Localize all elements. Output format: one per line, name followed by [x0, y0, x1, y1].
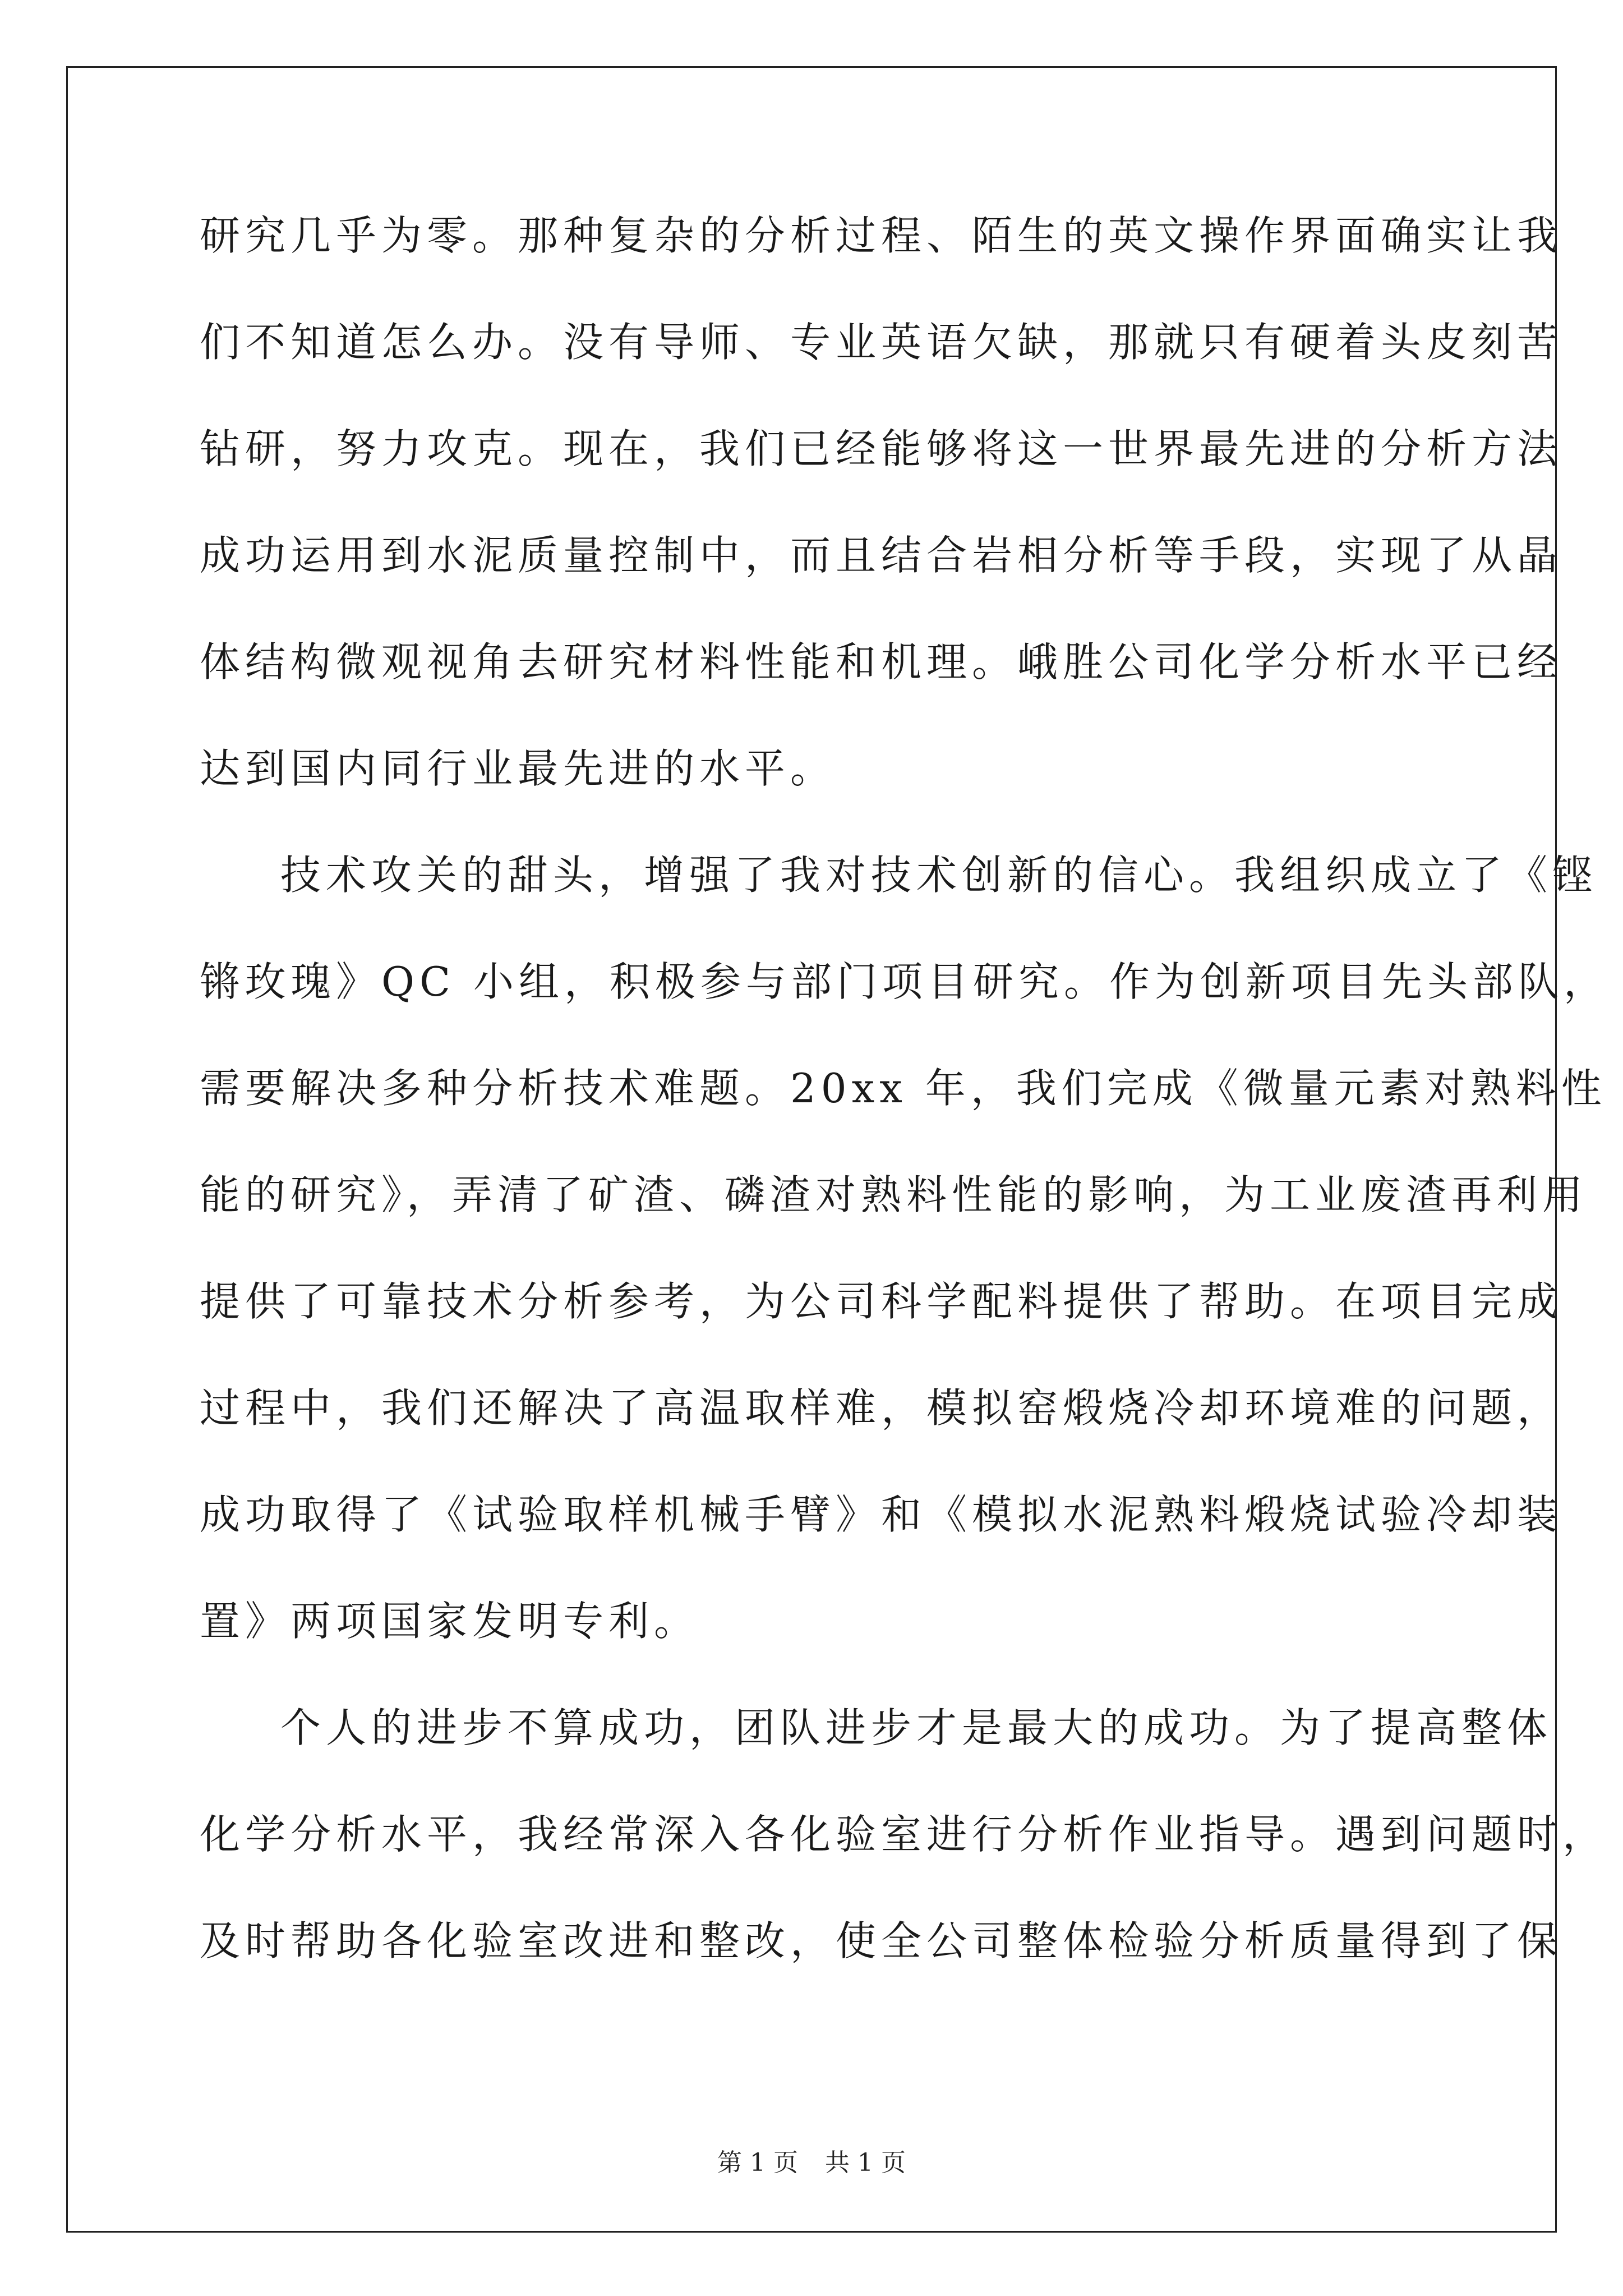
body-line: 成功运用到水泥质量控制中，而且结合岩相分析等手段，实现了从晶: [200, 532, 1563, 579]
body-line: 需要解决多种分析技术难题。20xx 年，我们完成《微量元素对熟料性: [200, 1065, 1607, 1112]
paragraph-first-line: 技术攻关的甜头，增强了我对技术创新的信心。我组织成立了《铿: [280, 852, 1598, 899]
page-border: [66, 66, 1557, 2233]
body-line: 成功取得了《试验取样机械手臂》和《模拟水泥熟料煅烧试验冷却装: [200, 1491, 1563, 1538]
page-footer: [0, 2147, 1623, 2179]
body-line: 们不知道怎么办。没有导师、专业英语欠缺，那就只有硬着头皮刻苦: [200, 319, 1563, 366]
body-line: 置》两项国家发明专利。: [200, 1598, 700, 1645]
body-line: 锵玫瑰》QC 小组，积极参与部门项目研究。作为创新项目先头部队，: [200, 958, 1610, 1005]
body-line: 及时帮助各化验室改进和整改，使全公司整体检验分析质量得到了保: [200, 1917, 1563, 1964]
body-line: 研究几乎为零。那种复杂的分析过程、陌生的英文操作界面确实让我: [200, 212, 1563, 259]
paragraph-first-line: 个人的进步不算成功，团队进步才是最大的成功。为了提高整体: [280, 1704, 1553, 1751]
body-line: 提供了可靠技术分析参考，为公司科学配料提供了帮助。在项目完成: [200, 1278, 1563, 1325]
body-line: 过程中，我们还解决了高温取样难，模拟窑煅烧冷却环境难的问题，: [200, 1384, 1563, 1432]
body-line: 化学分析水平，我经常深入各化验室进行分析作业指导。遇到问题时，: [200, 1811, 1608, 1858]
body-line: 达到国内同行业最先进的水平。: [200, 745, 836, 792]
body-line: 钻研，努力攻克。现在，我们已经能够将这一世界最先进的分析方法: [200, 425, 1563, 472]
page-total: 共 1 页: [825, 2148, 906, 2177]
body-line: 体结构微观视角去研究材料性能和机理。峨胜公司化学分析水平已经: [200, 638, 1563, 685]
page-number: 第 1 页: [717, 2148, 798, 2177]
body-line: 能的研究》，弄清了矿渣、磷渣对熟料性能的影响，为工业废渣再利用: [200, 1171, 1588, 1218]
